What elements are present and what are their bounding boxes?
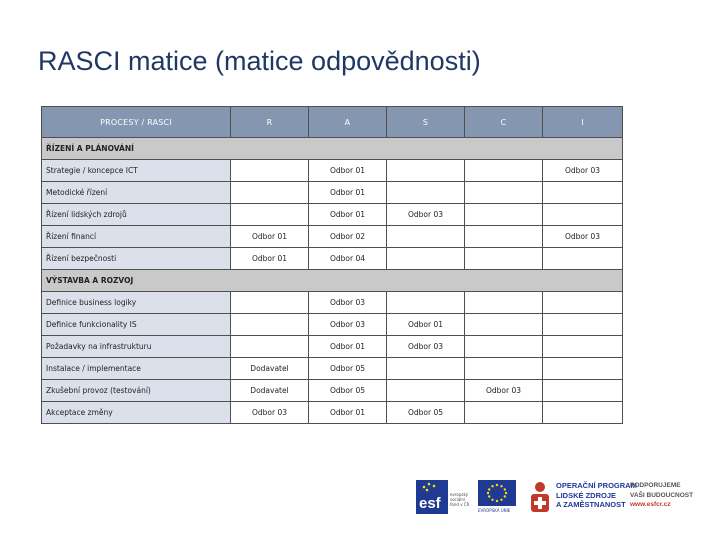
rasci-cell-a: Odbor 01 — [309, 182, 387, 204]
rasci-cell-r: Odbor 01 — [231, 226, 309, 248]
rasci-cell-a: Odbor 01 — [309, 160, 387, 182]
rasci-cell-i — [543, 204, 623, 226]
header-a: A — [309, 107, 387, 138]
rasci-cell-s — [387, 292, 465, 314]
rasci-cell-a: Odbor 05 — [309, 380, 387, 402]
rasci-cell-a: Odbor 01 — [309, 204, 387, 226]
rasci-cell-c — [465, 182, 543, 204]
rasci-cell-c — [465, 204, 543, 226]
esf-sub-line: evropský — [450, 492, 468, 497]
rasci-cell-s: Odbor 05 — [387, 402, 465, 424]
rasci-cell-a: Odbor 02 — [309, 226, 387, 248]
rasci-cell-s — [387, 248, 465, 270]
process-cell: Instalace / implementace — [42, 358, 231, 380]
header-r: R — [231, 107, 309, 138]
section-row — [42, 138, 623, 160]
rasci-cell-s — [387, 358, 465, 380]
rasci-cell-s — [387, 226, 465, 248]
table-row — [42, 402, 623, 424]
rasci-cell-r: Odbor 01 — [231, 248, 309, 270]
op-text-line: A ZAMĚSTNANOST — [556, 500, 626, 509]
header-s: S — [387, 107, 465, 138]
esf-logo-text: esf — [419, 495, 441, 512]
rasci-cell-i — [543, 182, 623, 204]
rasci-cell-s — [387, 380, 465, 402]
rasci-cell-r — [231, 182, 309, 204]
process-cell: Definice business logiky — [42, 292, 231, 314]
rasci-cell-r — [231, 204, 309, 226]
slide-title: RASCI matice (matice odpovědnosti) — [38, 46, 481, 76]
table-row — [42, 336, 623, 358]
rasci-cell-s: Odbor 03 — [387, 336, 465, 358]
rasci-cell-r: Dodavatel — [231, 358, 309, 380]
header-c: C — [465, 107, 543, 138]
op-lzz-text — [556, 481, 637, 510]
rasci-cell-s — [387, 182, 465, 204]
rasci-cell-i: Odbor 03 — [543, 226, 623, 248]
rasci-cell-r — [231, 292, 309, 314]
process-cell: Definice funkcionality IS — [42, 314, 231, 336]
rasci-cell-a: Odbor 03 — [309, 314, 387, 336]
rasci-cell-c — [465, 248, 543, 270]
rasci-cell-c — [465, 292, 543, 314]
process-cell: Akceptace změny — [42, 402, 231, 424]
table-row — [42, 160, 623, 182]
rasci-cell-s — [387, 160, 465, 182]
rasci-cell-c — [465, 160, 543, 182]
section-title: ŘÍZENÍ A PLÁNOVÁNÍ — [42, 138, 623, 160]
rasci-cell-s: Odbor 03 — [387, 204, 465, 226]
rasci-cell-r: Odbor 03 — [231, 402, 309, 424]
rasci-cell-a: Odbor 05 — [309, 358, 387, 380]
rasci-cell-c — [465, 336, 543, 358]
rasci-cell-i — [543, 292, 623, 314]
rasci-cell-r — [231, 314, 309, 336]
rasci-cell-i — [543, 314, 623, 336]
rasci-cell-i — [543, 402, 623, 424]
support-text — [630, 481, 693, 510]
rasci-cell-i: Odbor 03 — [543, 160, 623, 182]
rasci-cell-c — [465, 358, 543, 380]
process-cell: Metodické řízení — [42, 182, 231, 204]
rasci-cell-s: Odbor 01 — [387, 314, 465, 336]
rasci-cell-a: Odbor 01 — [309, 336, 387, 358]
op-lzz-icon — [528, 480, 552, 514]
footer-logos — [416, 478, 694, 516]
process-cell: Řízení financí — [42, 226, 231, 248]
process-cell: Řízení lidských zdrojů — [42, 204, 231, 226]
section-row — [42, 270, 623, 292]
rasci-cell-c — [465, 402, 543, 424]
rasci-cell-i — [543, 336, 623, 358]
rasci-cell-c — [465, 226, 543, 248]
rasci-cell-a: Odbor 04 — [309, 248, 387, 270]
support-line: PODPORUJEME — [630, 482, 681, 489]
esf-sub-line: fond v ČR — [450, 502, 470, 507]
table-row — [42, 226, 623, 248]
op-text-line: LIDSKÉ ZDROJE — [556, 490, 617, 500]
header-row — [42, 107, 623, 138]
table-row — [42, 358, 623, 380]
table-row — [42, 182, 623, 204]
eu-label: EVROPSKÁ UNIE — [478, 508, 511, 513]
table-row — [42, 292, 623, 314]
support-line: VAŠI BUDOUCNOST — [630, 491, 694, 499]
rasci-cell-a: Odbor 03 — [309, 292, 387, 314]
rasci-cell-c: Odbor 03 — [465, 380, 543, 402]
rasci-cell-i — [543, 248, 623, 270]
process-cell: Strategie / koncepce ICT — [42, 160, 231, 182]
support-url: www.esfcr.cz — [630, 501, 671, 508]
header-processes: PROCESY / RASCI — [42, 107, 231, 138]
esf-subtitle — [450, 492, 469, 507]
rasci-cell-c — [465, 314, 543, 336]
rasci-cell-r — [231, 160, 309, 182]
table-row — [42, 314, 623, 336]
process-cell: Požadavky na infrastrukturu — [42, 336, 231, 358]
rasci-cell-a: Odbor 01 — [309, 402, 387, 424]
esf-sub-line: sociální — [450, 497, 466, 502]
header-i: I — [543, 107, 623, 138]
process-cell: Řízení bezpečnosti — [42, 248, 231, 270]
section-title: VÝSTAVBA A ROZVOJ — [42, 270, 623, 292]
table-row — [42, 204, 623, 226]
rasci-cell-r — [231, 336, 309, 358]
op-text-line: OPERAČNÍ PROGRAM — [556, 481, 637, 490]
rasci-cell-r: Dodavatel — [231, 380, 309, 402]
rasci-cell-i — [543, 358, 623, 380]
rasci-cell-i — [543, 380, 623, 402]
table-row — [42, 248, 623, 270]
rasci-table — [41, 106, 623, 424]
table-row — [42, 380, 623, 402]
process-cell: Zkušební provoz (testování) — [42, 380, 231, 402]
